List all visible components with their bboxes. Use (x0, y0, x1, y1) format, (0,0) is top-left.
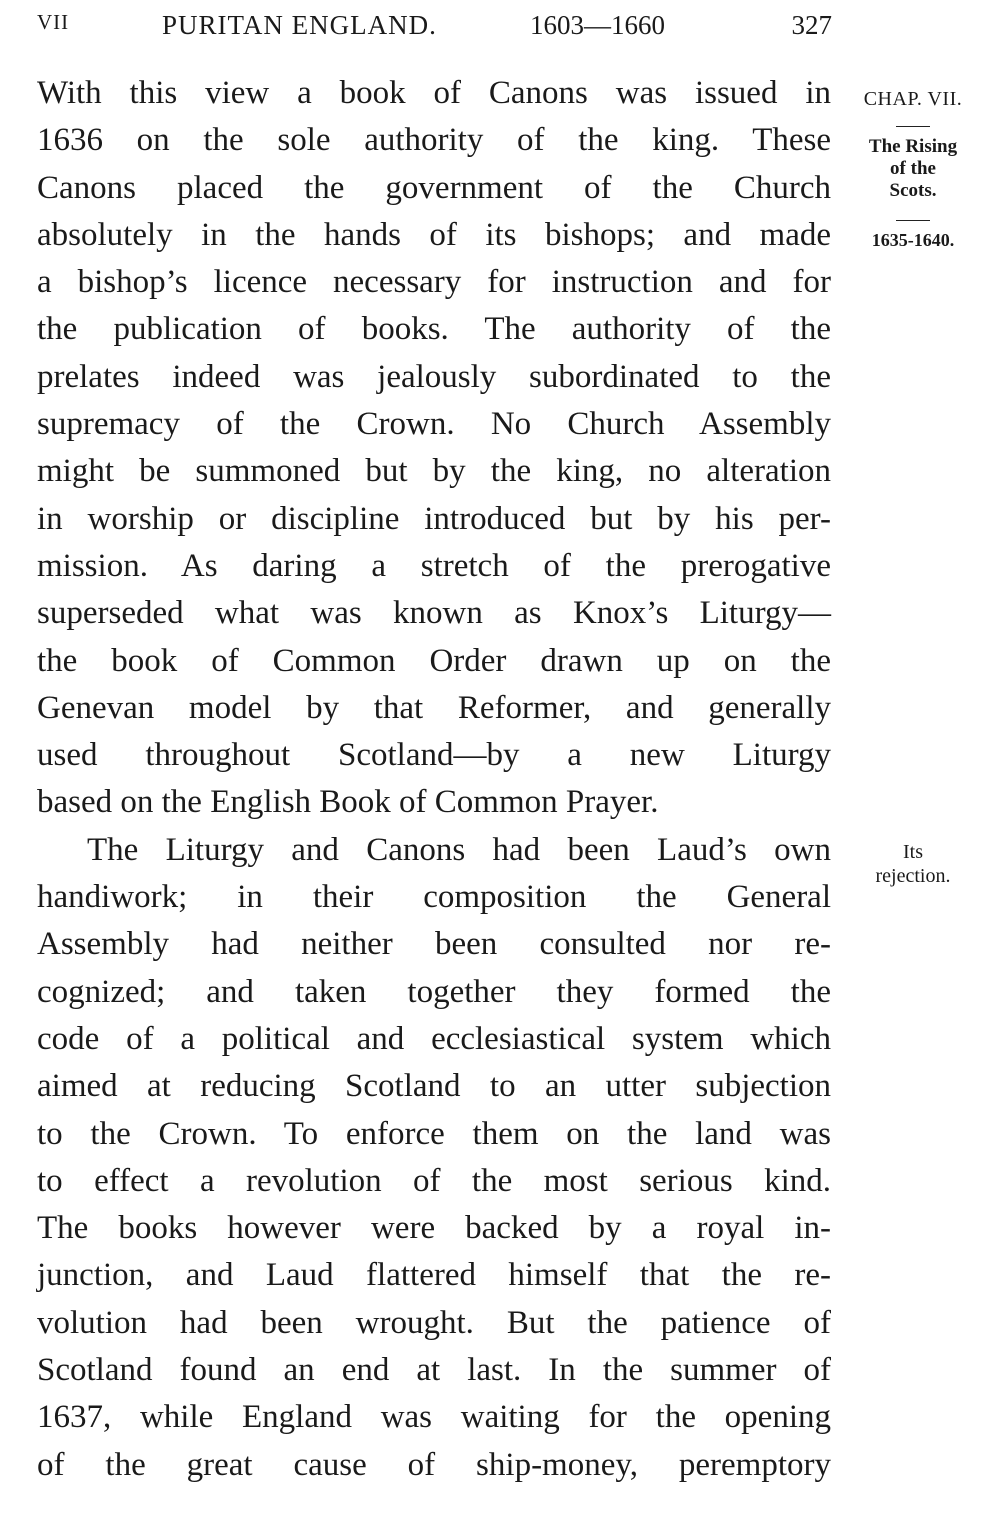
text-line: Genevan model by that Reformer, and generally (37, 689, 831, 726)
text-line: mission. As daring a stretch of the prerogative (37, 547, 831, 584)
text-line: used throughout Scotland—by a new Liturgy (37, 737, 831, 774)
text-line: might be summoned but by the king, no alteration (37, 453, 831, 490)
text-line: of the great cause of ship-money, peremptory (37, 1446, 831, 1483)
text-line: a bishop’s licence necessary for instruction and for (37, 264, 831, 301)
margin-section-line: of the (890, 158, 936, 179)
text-line: to the Crown. To enforce them on the land was (37, 1115, 831, 1152)
text-line: Assembly had neither been consulted nor re- (37, 926, 831, 963)
main-text (37, 70, 831, 1489)
text-line: 1636 on the sole authority of the king. These (37, 122, 831, 159)
text-line: absolutely in the hands of its bishops; and made (37, 216, 831, 253)
margin-section-title (838, 136, 988, 202)
text-line: supremacy of the Crown. No Church Assembly (37, 406, 831, 443)
header-title: PURITAN ENGLAND. (162, 10, 437, 40)
text-line: The Liturgy and Canons had been Laud’s own (87, 831, 831, 868)
text-line: based on the English Book of Common Prayer. (37, 784, 659, 821)
text-line: handiwork; in their composition the General (37, 879, 831, 916)
text-line: code of a political and ecclesiastical system which (37, 1020, 831, 1057)
page-number: 327 (791, 10, 832, 40)
margin-date-range: 1635-1640. (871, 230, 955, 250)
margin-note (838, 840, 988, 888)
margin-chapter-label: CHAP. VII. (863, 88, 963, 110)
header-years: 1603—1660 (530, 10, 665, 40)
text-line: volution had been wrought. But the patience of (37, 1304, 831, 1341)
text-line: 1637, while England was waiting for the opening (37, 1399, 831, 1436)
text-line: prelates indeed was jealously subordinated to the (37, 358, 831, 395)
header-chapter: VII (37, 10, 70, 34)
paragraph-1 (37, 70, 831, 827)
text-line: Scotland found an end at last. In the summer of (37, 1352, 831, 1389)
text-line: aimed at reducing Scotland to an utter subjection (37, 1068, 831, 1105)
text-line: Canons placed the government of the Church (37, 169, 831, 206)
margin-note-line: Its (903, 841, 923, 863)
margin-note-line: rejection. (875, 865, 951, 887)
margin-rule (896, 220, 930, 221)
text-line: to effect a revolution of the most serious kind. (37, 1162, 831, 1199)
text-line: superseded what was known as Knox’s Liturgy— (37, 595, 831, 632)
text-line: the book of Common Order drawn up on the (37, 642, 831, 679)
text-line: junction, and Laud flattered himself that the re- (37, 1257, 831, 1294)
paragraph-2 (37, 827, 831, 1489)
text-line: cognized; and taken together they formed the (37, 973, 831, 1010)
text-line: the publication of books. The authority of the (37, 311, 831, 348)
margin-rule (896, 126, 930, 127)
running-header (37, 4, 832, 44)
text-line: With this view a book of Canons was issued in (37, 75, 831, 111)
margin-section-line: Scots. (889, 180, 937, 201)
margin-section-line: The Rising (868, 136, 958, 157)
text-line: in worship or discipline introduced but by his per- (37, 500, 831, 537)
text-line: The books however were backed by a royal in- (37, 1210, 831, 1247)
